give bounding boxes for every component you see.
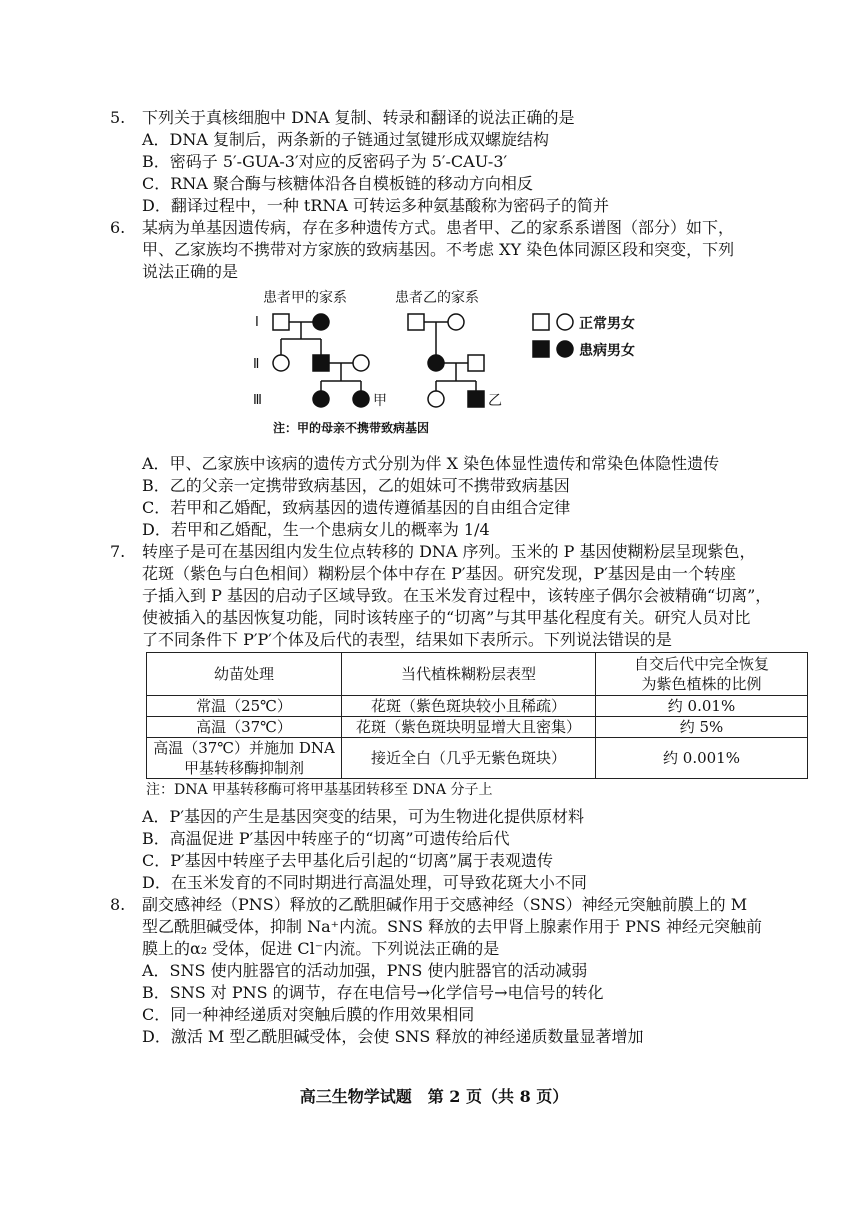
table-header-phenotype: 当代植株糊粉层表型 (342, 653, 596, 696)
a-gen1-male (273, 314, 289, 330)
table-row (147, 738, 808, 779)
results-table (146, 652, 808, 779)
question-6-stem-line-2: 甲、乙家族均不携带对方家族的致病基因。不考虑 XY 染色体同源区段和突变，下列 (142, 240, 735, 259)
table-header-ratio-line-1: 自交后代中完全恢复 (633, 655, 769, 673)
b-gen1-male (408, 314, 424, 330)
question-6-option-d: D．若甲和乙婚配，生一个患病女儿的概率为 1/4 (142, 520, 490, 539)
table-header-ratio (596, 653, 808, 696)
b-gen2-male (468, 355, 484, 371)
question-6-option-a: A．甲、乙家族中该病的遗传方式分别为伴 X 染色体显性遗传和常染色体隐性遗传 (142, 454, 720, 473)
pedigree-label-yi: 乙 (488, 393, 502, 409)
table-cell: 约 0.01% (596, 696, 808, 717)
a-gen2-male (313, 355, 329, 371)
legend-affected-male (533, 341, 549, 357)
question-6-stem-line-1: 某病为单基因遗传病，存在多种遗传方式。患者甲、乙的家系系谱图（部分）如下， (142, 218, 735, 237)
b-gen3-female (428, 391, 444, 407)
pedigree-diagram (245, 283, 685, 443)
question-7-option-b: B．高温促进 P′基因中转座子的“切离”可遗传给后代 (142, 829, 510, 848)
table-cell: 花斑（紫色斑块明显增大且密集） (342, 717, 596, 738)
question-7-number: 7. (110, 542, 126, 561)
question-8-stem-line-3: 膜上的α₂ 受体，促进 Cl⁻内流。下列说法正确的是 (142, 939, 500, 958)
table-cell: 接近全白（几乎无紫色斑块） (342, 738, 596, 779)
question-8-option-c: C．同一种神经递质对突触后膜的作用效果相同 (142, 1005, 475, 1024)
question-7-stem-line-4: 使被插入的基因恢复功能，同时该转座子的“切离”与其甲基化程度有关。研究人员对比 (142, 608, 751, 627)
legend-normal-text: 正常男女 (579, 316, 635, 332)
question-7-option-a: A．P′基因的产生是基因突变的结果，可为生物进化提供原材料 (142, 807, 584, 826)
generation-2-label: Ⅱ (253, 357, 260, 372)
table-note: 注：DNA 甲基转移酶可将甲基基团转移至 DNA 分子上 (146, 782, 493, 798)
question-6-stem-line-3: 说法正确的是 (142, 262, 239, 281)
question-7-stem-line-3: 子插入到 P 基因的启动子区域导致。在玉米发育过程中，该转座子偶尔会被精确“切离”， (142, 586, 772, 605)
question-7-stem-line-5: 了不同条件下 P′P′个体及后代的表型，结果如下表所示。下列说法错误的是 (142, 630, 672, 649)
legend-affected-text: 患病男女 (579, 343, 635, 359)
legend-affected-female (557, 341, 573, 357)
a-gen3-jia (353, 391, 369, 407)
table-cell: 约 0.001% (596, 738, 808, 779)
question-5-option-d: D．翻译过程中，一种 tRNA 可转运多种氨基酸称为密码子的简并 (142, 196, 610, 215)
question-8-number: 8. (110, 895, 126, 914)
table-header-treatment: 幼苗处理 (147, 653, 342, 696)
generation-1-label: Ⅰ (255, 315, 259, 330)
table-cell: 常温（25℃） (147, 696, 342, 717)
table-cell-line-1: 高温（37℃）并施加 DNA (153, 739, 335, 757)
b-gen2-female (428, 355, 444, 371)
question-5-stem: 下列关于真核细胞中 DNA 复制、转录和翻译的说法正确的是 (142, 108, 575, 127)
question-8-option-d: D．激活 M 型乙酰胆碱受体，会使 SNS 释放的神经递质数量显著增加 (142, 1027, 644, 1046)
pedigree-b-title: 患者乙的家系 (395, 290, 479, 306)
question-6-option-b: B．乙的父亲一定携带致病基因，乙的姐妹可不携带致病基因 (142, 476, 570, 495)
page-footer: 高三生物学试题 第 2 页（共 8 页） (299, 1087, 569, 1106)
table-cell: 高温（37℃） (147, 717, 342, 738)
question-5-option-b: B．密码子 5′-GUA-3′对应的反密码子为 5′-CAU-3′ (142, 152, 508, 171)
question-7-stem-line-1: 转座子是可在基因组内发生位点转移的 DNA 序列。玉米的 P 基因使糊粉层呈现紫色， (142, 542, 756, 561)
table-cell: 约 5% (596, 717, 808, 738)
question-6-option-c: C．若甲和乙婚配，致病基因的遗传遵循基因的自由组合定律 (142, 498, 571, 517)
table-cell (147, 738, 342, 779)
pedigree-a-title: 患者甲的家系 (263, 290, 347, 306)
table-header-ratio-line-2: 为紫色植株的比例 (641, 675, 762, 693)
table-cell: 花斑（紫色斑块较小且稀疏） (342, 696, 596, 717)
legend-normal-male (533, 314, 549, 330)
table-header-row (147, 653, 808, 696)
a-gen3-female (313, 391, 329, 407)
question-8-stem-line-1: 副交感神经（PNS）释放的乙酰胆碱作用于交感神经（SNS）神经元突触前膜上的 M (142, 895, 748, 914)
a-gen1-female (313, 314, 329, 330)
question-8-option-a: A．SNS 使内脏器官的活动加强，PNS 使内脏器官的活动减弱 (142, 961, 588, 980)
table-row (147, 696, 808, 717)
question-5-option-c: C．RNA 聚合酶与核糖体沿各自模板链的移动方向相反 (142, 174, 533, 193)
generation-3-label: Ⅲ (253, 393, 262, 408)
question-5-option-a: A．DNA 复制后，两条新的子链通过氢键形成双螺旋结构 (142, 130, 550, 149)
b-gen1-female (448, 314, 464, 330)
table-row (147, 717, 808, 738)
a-gen2-spouse-female (353, 355, 369, 371)
question-7-stem-line-2: 花斑（紫色与白色相间）糊粉层个体中存在 P′基因。研究发现，P′基因是由一个转座 (142, 564, 736, 583)
table-cell-line-2: 甲基转移酶抑制剂 (183, 759, 304, 777)
a-gen2-female (273, 355, 289, 371)
question-8-option-b: B．SNS 对 PNS 的调节，存在电信号→化学信号→电信号的转化 (142, 983, 604, 1002)
question-5-number: 5. (110, 108, 126, 127)
question-7-option-d: D．在玉米发育的不同时期进行高温处理，可导致花斑大小不同 (142, 873, 587, 892)
pedigree-label-jia: 甲 (373, 393, 387, 409)
legend-normal-female (557, 314, 573, 330)
question-8-stem-line-2: 型乙酰胆碱受体，抑制 Na⁺内流。SNS 释放的去甲肾上腺素作用于 PNS 神经元突触前 (142, 917, 762, 936)
b-gen3-yi (468, 391, 484, 407)
pedigree-note: 注：甲的母亲不携带致病基因 (273, 421, 430, 435)
question-6-number: 6. (110, 218, 126, 237)
question-7-option-c: C．P′基因中转座子去甲基化后引起的“切离”属于表观遗传 (142, 851, 554, 870)
